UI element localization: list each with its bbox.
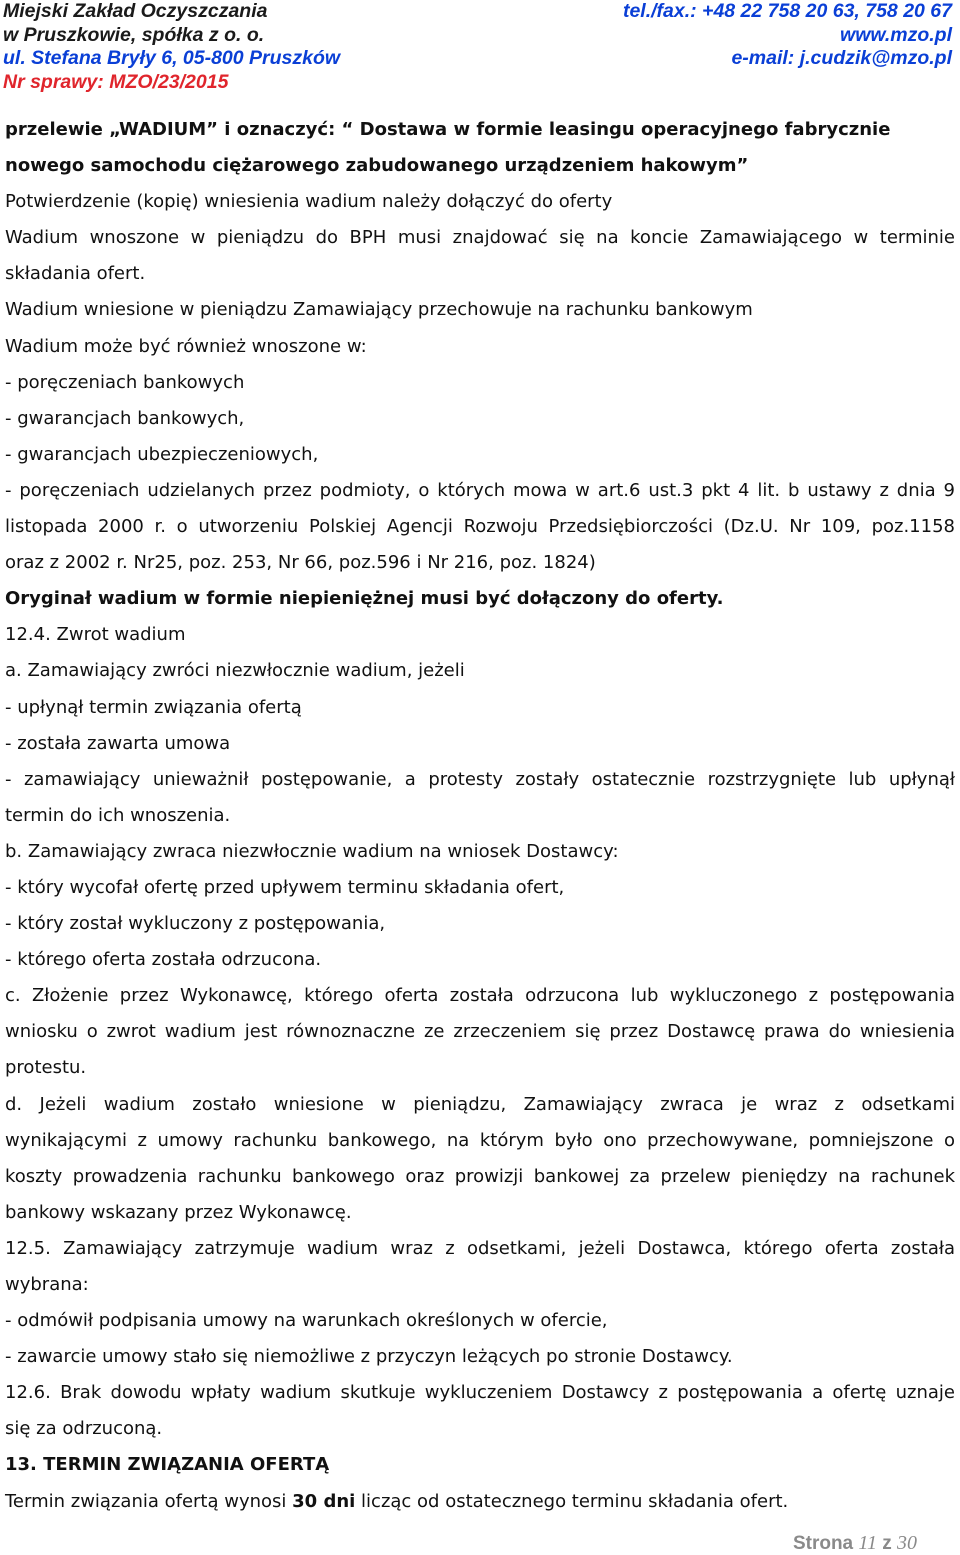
bold-text-run: 30 dni <box>292 1490 356 1512</box>
list-item: - upłynął termin związania ofertą <box>5 696 302 718</box>
website-link[interactable]: www.mzo.pl <box>840 23 952 46</box>
text-line: d. Jeżeli wadium zostało wniesione w pieniądzu, Zamawiający zwraca je wraz z odsetkami <box>5 1093 955 1115</box>
text-line: nowego samochodu ciężarowego zabudowanego urządzeniem hakowym” <box>5 155 749 177</box>
company-address: ul. Stefana Bryły 6, 05-800 Pruszków <box>3 47 341 69</box>
text-line: wynikającymi z umowy rachunku bankowego, na którym było ono przechowywane, pomniejszone o <box>5 1129 955 1151</box>
email-link[interactable]: e-mail: j.cudzik@mzo.pl <box>731 47 952 69</box>
text-line: Wadium wniesione w pieniądzu Zamawiający przechowuje na rachunku bankowym <box>5 299 753 321</box>
text-line: przelewie „WADIUM” i oznaczyć: “ Dostawa w formie leasingu operacyjnego fabrycznie <box>5 119 891 140</box>
text-line <box>5 1484 955 1520</box>
text-line: składania ofert. <box>5 263 146 285</box>
text-line: koszty prowadzenia rachunku bankowego oraz prowizji bankowej za przelew pieniędzy na rachunek <box>5 1165 955 1187</box>
list-item: - gwarancjach bankowych, <box>5 407 245 429</box>
document-body <box>5 112 955 1520</box>
text-line: b. Zamawiający zwraca niezwłocznie wadium na wniosek Dostawcy: <box>5 840 619 862</box>
text-line: termin do ich wnoszenia. <box>5 804 231 826</box>
text-run: Termin związania ofertą wynosi <box>5 1490 293 1512</box>
text-line: Oryginał wadium w formie niepieniężnej musi być dołączony do oferty. <box>5 588 724 610</box>
letterhead <box>0 0 960 100</box>
text-line: listopada 2000 r. o utworzeniu Polskiej Agencji Rozwoju Przedsiębiorczości (Dz.U. Nr 109, poz.1158 <box>5 516 955 538</box>
page-number <box>793 1532 917 1555</box>
text-line: bankowy wskazany przez Wykonawcę. <box>5 1201 352 1223</box>
text-line: Wadium wnoszone w pieniądzu do BPH musi znajdować się na koncie Zamawiającego w terminie <box>5 227 955 249</box>
phone-fax: tel./fax.: +48 22 758 20 63, 758 20 67 <box>622 0 952 22</box>
text-line: oraz z 2002 r. Nr25, poz. 253, Nr 66, poz.596 i Nr 216, poz. 1824) <box>5 552 596 574</box>
total-pages: 30 <box>897 1532 917 1554</box>
text-line: 12.5. Zamawiający zatrzymuje wadium wraz z odsetkami, jeżeli Dostawca, którego oferta została <box>5 1237 955 1259</box>
list-item: - poręczeniach bankowych <box>5 371 245 393</box>
current-page: 11 <box>858 1532 877 1554</box>
list-item: - odmówił podpisania umowy na warunkach określonych w ofercie, <box>5 1310 608 1332</box>
list-item: - zawarcie umowy stało się niemożliwe z przyczyn leżących po stronie Dostawcy. <box>5 1346 733 1368</box>
text-line: a. Zamawiający zwróci niezwłocznie wadium, jeżeli <box>5 660 465 682</box>
text-line: Wadium może być również wnoszone w: <box>5 335 367 357</box>
list-item: - została zawarta umowa <box>5 732 231 754</box>
section-heading: 12.4. Zwrot wadium <box>5 624 186 646</box>
text-line: protestu. <box>5 1057 87 1079</box>
text-line: c. Złożenie przez Wykonawcę, którego oferta została odrzucona lub wykluczonego z postępowania <box>5 985 955 1007</box>
case-number: Nr sprawy: MZO/23/2015 <box>3 70 229 93</box>
list-item: - który wycofał ofertę przed upływem terminu składania ofert, <box>5 876 565 898</box>
list-item: - zamawiający unieważnił postępowanie, a protesty zostały ostatecznie rozstrzygnięte lub upłynął <box>5 768 955 790</box>
company-legal-form: w Pruszkowie, spółka z o. o. <box>3 23 265 46</box>
text-line: Potwierdzenie (kopię) wniesienia wadium należy dołączyć do oferty <box>5 191 613 213</box>
list-item: - poręczeniach udzielanych przez podmioty, o których mowa w art.6 ust.3 pkt 4 lit. b ustawy z dnia 9 <box>5 479 955 501</box>
list-item: - którego oferta została odrzucona. <box>5 949 322 971</box>
page-label: Strona <box>792 1533 854 1554</box>
text-line: wybrana: <box>5 1274 89 1295</box>
section-heading: 13. TERMIN ZWIĄZANIA OFERTĄ <box>5 1454 330 1476</box>
company-name: Miejski Zakład Oczyszczania <box>3 0 268 22</box>
text-run: licząc od ostatecznego terminu składania ofert. <box>355 1490 789 1512</box>
list-item: - gwarancjach ubezpieczeniowych, <box>5 443 319 465</box>
list-item: - który został wykluczony z postępowania, <box>5 913 386 935</box>
text-line: się za odrzuconą. <box>5 1418 163 1440</box>
text-line: 12.6. Brak dowodu wpłaty wadium skutkuje wykluczeniem Dostawcy z postępowania a ofertę uznaje <box>5 1382 955 1404</box>
page-of-label: z <box>882 1533 892 1554</box>
text-line: wniosku o zwrot wadium jest równoznaczne ze zrzeczeniem się przez Dostawcę prawa do wniesienia <box>5 1021 955 1043</box>
